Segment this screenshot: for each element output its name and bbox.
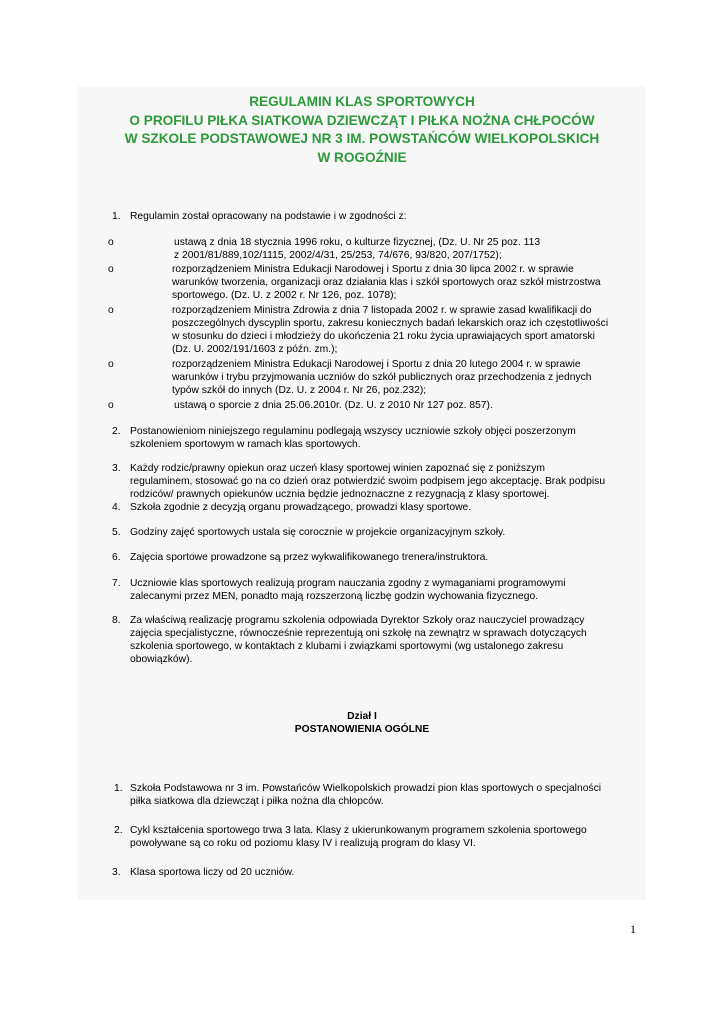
page-number: 1 [630,922,636,936]
list-number: 6. [112,552,121,563]
bullet-text: ustawą o sporcie z dnia 25.06.2010r. (Dz. U. z 2010 Nr 127 poz. 857). [174,400,493,411]
paragraph-text: Godziny zajęć sportowych ustala się corocznie w projekcie organizacyjnym szkoły. [130,527,506,538]
bullet-marker: o [108,237,114,248]
bullet-text: typów szkół do innych (Dz. U. z 2004 r. Nr 26, poz.232); [172,385,427,396]
bullet-text: w stosunku do dzieci i młodzieży do ukończenia 21 roku życia uprawiających sport amatorski [172,331,595,342]
bullet-text: warunków i trybu przyjmowania uczniów do szkół publicznych oraz przechodzenia z jednych [172,372,592,383]
list-number: 5. [112,527,121,538]
bullet-marker: o [108,359,114,370]
paragraph-text: rodziców/ prawnych opiekunów ucznia będzie jednoznaczne z rezygnacją z klasy sportowej. [130,489,550,500]
title-line: W ROGOŹNIE [317,149,407,165]
paragraph-text: regulaminem, stosować go na co dzień oraz potwierdzić swoim podpisem jego akceptację. Brak podpisu [130,476,606,487]
paragraph-text: obowiązków). [130,654,193,665]
bullet-text: (Dz. U. 2002/191/1603 z późn. zm.); [172,344,338,355]
title-line: W SZKOLE PODSTAWOWEJ NR 3 IM. POWSTAŃCÓW WIELKOPOLSKICH [124,131,600,146]
bullet-text: warunków tworzenia, organizacji oraz działania klas i szkół sportowych oraz szkół mistrzostwa [172,277,601,288]
list-number: 3. [112,463,121,474]
paragraph-text: zalecanymi przez MEN, ponadto mają rozszerzoną liczbę godzin wychowania fizycznego. [130,591,539,602]
paragraph-text: Za właściwą realizację programu szkolenia odpowiada Dyrektor Szkoły oraz nauczyciel prowadzący [130,615,585,626]
list-number: 8. [112,615,121,626]
section-title: POSTANOWIENIA OGÓLNE [294,724,430,735]
bullet-marker: o [108,305,114,316]
bullet-text: rozporządzeniem Ministra Edukacji Narodowej i Sportu z dnia 20 lutego 2004 r. w sprawie [172,359,581,370]
paragraph-text: Uczniowie klas sportowych realizują program nauczania zgodny z wymaganiami programowymi [130,578,566,589]
paragraph-text: piłka siatkowa dla dziewcząt i piłka nożna dla chłopców. [130,796,384,807]
paragraph-text: Cykl kształcenia sportowego trwa 3 lata. Klasy z ukierunkowanym programem szkolenia sportowego [130,825,587,836]
list-number: 2. [114,825,123,836]
paragraph-text: Szkoła Podstawowa nr 3 im. Powstańców Wielkopolskich prowadzi pion klas sportowych o specjalności [130,783,602,794]
paragraph-text: szkoleniem sportowym w ramach klas sportowych. [130,439,361,450]
bullet-text: ustawą z dnia 18 stycznia 1996 roku, o kulturze fizycznej, (Dz. U. Nr 25 poz. 113 [174,237,541,248]
bullet-text: sportowego. (Dz. U. z 2002 r. Nr 126, poz. 1078); [172,290,397,301]
bullet-text: rozporządzeniem Ministra Edukacji Narodowej i Sportu z dnia 30 lipca 2002 r. w sprawie [172,264,574,275]
title-line: O PROFILU PIŁKA SIATKOWA DZIEWCZĄT I PIŁKA NOŻNA CHŁPOCÓW [129,112,595,128]
paragraph-text: zajęcia specjalistyczne, równocześnie reprezentują oni szkołę na zewnątrz w sprawach dotyczących [130,628,587,639]
section-label: Dział I [347,711,377,722]
paragraph-text: Klasa sportowa liczy od 20 uczniów. [130,867,295,878]
paragraph-text: szkolenia sportowego, w kontaktach z klubami i związkami sportowymi (wg ustalonego zakresu [130,641,564,652]
bullet-text: rozporządzeniem Ministra Zdrowia z dnia 7 listopada 2002 r. w sprawie zasad kwalifikacji do [172,305,592,316]
bullet-marker: o [108,264,114,275]
document-title [78,93,646,167]
paragraph-text: powoływane są co roku od poziomu klasy IV i realizują program do klasy VI. [130,838,476,849]
bullet-text: poszczególnych dyscyplin sportu, zakresu koniecznych badań lekarskich oraz ich częstotliwości [172,318,609,329]
list-number: 3. [112,867,121,878]
paragraph-text: Każdy rodzic/prawny opiekun oraz uczeń klasy sportowej winien zapoznać się z poniższym [130,463,545,474]
list-number: 2. [112,426,121,437]
bullet-marker: o [108,400,114,411]
bullet-text: z 2001/81/889,102/1115, 2002/4/31, 25/253, 74/676, 93/820, 207/1752); [174,250,502,261]
paragraph-text: Zajęcia sportowe prowadzone są przez wykwalifikowanego trenera/instruktora. [130,552,489,563]
paragraph-text: Regulamin został opracowany na podstawie i w zgodności z: [130,211,407,222]
list-number: 1. [112,211,121,222]
title-line: REGULAMIN KLAS SPORTOWYCH [249,94,475,109]
list-number: 1. [114,783,123,794]
paragraph-text: Postanowieniom niniejszego regulaminu podlegają wszyscy uczniowie szkoły objęci poszerzonym [130,426,576,437]
list-number: 7. [112,578,121,589]
list-number: 4. [112,502,121,513]
paragraph-text: Szkoła zgodnie z decyzją organu prowadzącego, prowadzi klasy sportowe. [130,502,472,513]
